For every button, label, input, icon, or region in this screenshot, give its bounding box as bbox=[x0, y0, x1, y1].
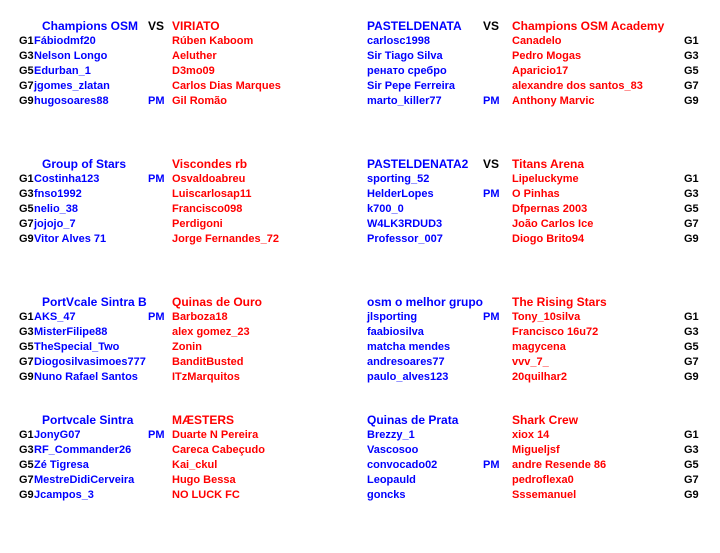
home-team-name: osm o melhor grupo bbox=[367, 295, 484, 309]
game-label: G3 bbox=[684, 188, 699, 200]
game-label: G5 bbox=[684, 459, 699, 471]
away-team-name: Quinas de Ouro bbox=[172, 295, 263, 309]
pm-badge bbox=[148, 458, 172, 473]
away-player-name: Tony_10silva bbox=[512, 311, 581, 323]
home-player-name: Nuno Rafael Santos bbox=[34, 371, 138, 383]
player-row bbox=[19, 79, 354, 94]
home-player-name: hugosoares88 bbox=[34, 95, 109, 107]
pm-badge bbox=[483, 49, 512, 64]
game-label: G5 bbox=[19, 203, 34, 215]
pm-badge bbox=[148, 370, 172, 385]
pm-badge bbox=[148, 340, 172, 355]
game-label: G9 bbox=[19, 233, 34, 245]
home-player-name: RF_Commander26 bbox=[34, 444, 132, 456]
pm-badge bbox=[148, 34, 172, 49]
match-block bbox=[367, 19, 707, 109]
away-team-name: Shark Crew bbox=[512, 413, 579, 427]
pm-badge bbox=[483, 217, 512, 232]
pm-badge bbox=[148, 443, 172, 458]
away-player-name: Aeluther bbox=[172, 50, 217, 62]
pm-badge bbox=[483, 325, 512, 340]
away-player-name: Gil Romão bbox=[172, 95, 228, 107]
home-player-name: Edurban_1 bbox=[34, 65, 91, 77]
game-label: G7 bbox=[19, 218, 34, 230]
away-player-name: xiox 14 bbox=[512, 429, 550, 441]
player-row bbox=[19, 458, 354, 473]
player-row bbox=[19, 443, 354, 458]
pm-badge bbox=[483, 232, 512, 247]
player-row bbox=[19, 232, 354, 247]
player-row bbox=[367, 49, 707, 64]
away-player-name: BanditBusted bbox=[172, 356, 244, 368]
home-player-name: Jcampos_3 bbox=[34, 489, 94, 501]
away-player-name: vvv_7_ bbox=[512, 356, 549, 368]
player-row bbox=[367, 94, 707, 109]
away-player-name: Barboza18 bbox=[172, 311, 228, 323]
player-row bbox=[19, 428, 354, 443]
home-player-name: Brezzy_1 bbox=[367, 429, 415, 441]
pm-badge: PM bbox=[483, 188, 500, 200]
match-header bbox=[19, 157, 354, 172]
game-label: G1 bbox=[684, 311, 699, 323]
game-label: G9 bbox=[684, 233, 699, 245]
away-player-name: Rúben Kaboom bbox=[172, 35, 254, 47]
away-player-name: Luiscarlosap11 bbox=[172, 188, 252, 200]
away-player-name: O Pinhas bbox=[512, 188, 560, 200]
home-player-name: Costinha123 bbox=[34, 173, 100, 185]
away-player-name: Dfpernas 2003 bbox=[512, 203, 588, 215]
player-row bbox=[367, 355, 707, 370]
home-player-name: Zé Tigresa bbox=[34, 459, 89, 471]
match-block bbox=[19, 157, 354, 247]
pm-badge: PM bbox=[148, 429, 165, 441]
home-player-name: MestreDidiCerveira bbox=[34, 474, 135, 486]
home-player-name: ренато сребро bbox=[367, 65, 447, 77]
pm-badge: PM bbox=[148, 95, 165, 107]
pm-badge bbox=[148, 473, 172, 488]
game-label: G7 bbox=[684, 80, 699, 92]
pm-badge bbox=[148, 217, 172, 232]
away-player-name: Migueljsf bbox=[512, 444, 560, 456]
pm-badge bbox=[148, 64, 172, 79]
pm-badge bbox=[483, 340, 512, 355]
home-team-name: Group of Stars bbox=[42, 157, 127, 171]
game-label-spacer bbox=[680, 295, 707, 310]
home-player-name: carlosc1998 bbox=[367, 35, 430, 47]
player-row bbox=[19, 310, 354, 325]
match-header bbox=[367, 19, 707, 34]
home-player-name: marto_killer77 bbox=[367, 95, 442, 107]
pm-badge bbox=[483, 355, 512, 370]
away-player-name: Zonin bbox=[172, 341, 202, 353]
game-label: G3 bbox=[684, 444, 699, 456]
vs-label: VS bbox=[148, 19, 165, 33]
pm-badge bbox=[148, 187, 172, 202]
game-label: G5 bbox=[19, 65, 34, 77]
away-player-name: Francisco098 bbox=[172, 203, 243, 215]
home-player-name: k700_0 bbox=[367, 203, 404, 215]
vs-label bbox=[148, 295, 172, 310]
player-row bbox=[19, 473, 354, 488]
home-player-name: jojojo_7 bbox=[34, 218, 76, 230]
match-block bbox=[367, 295, 707, 385]
home-player-name: Leopauld bbox=[367, 474, 416, 486]
home-team-name: PASTELDENATA2 bbox=[367, 157, 469, 171]
pm-badge bbox=[148, 355, 172, 370]
player-row bbox=[19, 217, 354, 232]
away-player-name: Jorge Fernandes_72 bbox=[172, 233, 279, 245]
home-player-name: Professor_007 bbox=[367, 233, 443, 245]
home-player-name: nelio_38 bbox=[34, 203, 79, 215]
away-team-name: Champions OSM Academy bbox=[512, 19, 665, 33]
home-player-name: Vascosoo bbox=[367, 444, 419, 456]
pm-badge bbox=[483, 79, 512, 94]
game-label: G5 bbox=[684, 65, 699, 77]
vs-label: VS bbox=[483, 157, 500, 171]
pm-badge bbox=[148, 488, 172, 503]
home-player-name: Vitor Alves 71 bbox=[34, 233, 107, 245]
away-team-name: The Rising Stars bbox=[512, 295, 607, 309]
match-header bbox=[19, 413, 354, 428]
away-player-name: Kai_ckul bbox=[172, 459, 218, 471]
game-label: G3 bbox=[19, 326, 34, 338]
player-row bbox=[19, 34, 354, 49]
away-team-name: Viscondes rb bbox=[172, 157, 248, 171]
vs-label: VS bbox=[483, 19, 500, 33]
player-row bbox=[367, 325, 707, 340]
pm-badge: PM bbox=[483, 311, 500, 323]
home-player-name: W4LK3RDUD3 bbox=[367, 218, 443, 230]
away-team-name: MÆSTERS bbox=[172, 413, 235, 427]
pm-badge bbox=[483, 473, 512, 488]
home-team-name: Portvcale Sintra bbox=[42, 413, 134, 427]
game-label: G7 bbox=[19, 356, 34, 368]
away-player-name: Sssemanuel bbox=[512, 489, 577, 501]
home-player-name: faabiosilva bbox=[367, 326, 424, 338]
game-label-spacer bbox=[19, 413, 34, 428]
away-player-name: Hugo Bessa bbox=[172, 474, 236, 486]
away-player-name: Perdigoni bbox=[172, 218, 223, 230]
game-label: G7 bbox=[684, 474, 699, 486]
home-player-name: jgomes_zlatan bbox=[34, 80, 110, 92]
game-label: G5 bbox=[19, 459, 34, 471]
game-label: G5 bbox=[684, 341, 699, 353]
home-player-name: AKS_47 bbox=[34, 311, 76, 323]
away-player-name: Lipeluckyme bbox=[512, 173, 579, 185]
pm-badge bbox=[483, 488, 512, 503]
home-player-name: HelderLopes bbox=[367, 188, 434, 200]
player-row bbox=[19, 370, 354, 385]
player-row bbox=[19, 94, 354, 109]
away-player-name: Osvaldoabreu bbox=[172, 173, 246, 185]
vs-label bbox=[148, 157, 172, 172]
match-block bbox=[19, 413, 354, 503]
vs-label bbox=[483, 295, 512, 310]
game-label: G1 bbox=[19, 173, 34, 185]
game-label: G3 bbox=[684, 326, 699, 338]
player-row bbox=[19, 488, 354, 503]
game-label: G5 bbox=[684, 203, 699, 215]
home-player-name: Fábiodmf20 bbox=[34, 35, 96, 47]
home-team-name: PASTELDENATA bbox=[367, 19, 462, 33]
game-label: G1 bbox=[684, 429, 699, 441]
home-player-name: goncks bbox=[367, 489, 406, 501]
match-block bbox=[367, 157, 707, 247]
player-row bbox=[367, 443, 707, 458]
player-row bbox=[367, 458, 707, 473]
player-row bbox=[367, 34, 707, 49]
player-row bbox=[367, 488, 707, 503]
away-player-name: Diogo Brito94 bbox=[512, 233, 585, 245]
pm-badge: PM bbox=[148, 173, 165, 185]
game-label: G9 bbox=[684, 95, 699, 107]
player-row bbox=[19, 355, 354, 370]
away-team-name: VIRIATO bbox=[172, 19, 220, 33]
game-label: G7 bbox=[684, 356, 699, 368]
player-row bbox=[367, 79, 707, 94]
away-player-name: Duarte N Pereira bbox=[172, 429, 259, 441]
pm-badge: PM bbox=[148, 311, 165, 323]
player-row bbox=[19, 202, 354, 217]
game-label: G9 bbox=[684, 489, 699, 501]
player-row bbox=[367, 217, 707, 232]
home-player-name: sporting_52 bbox=[367, 173, 430, 185]
pm-badge: PM bbox=[483, 95, 500, 107]
home-player-name: MisterFilipe88 bbox=[34, 326, 108, 338]
pm-badge bbox=[483, 172, 512, 187]
away-player-name: Pedro Mogas bbox=[512, 50, 582, 62]
home-player-name: Diogosilvasimoes777 bbox=[34, 356, 146, 368]
game-label: G1 bbox=[19, 35, 34, 47]
pm-badge bbox=[483, 34, 512, 49]
home-player-name: fnso1992 bbox=[34, 188, 82, 200]
pm-badge bbox=[483, 202, 512, 217]
pm-badge bbox=[148, 325, 172, 340]
player-row bbox=[19, 187, 354, 202]
game-label: G7 bbox=[684, 218, 699, 230]
match-header bbox=[367, 295, 707, 310]
away-player-name: pedroflexa0 bbox=[512, 474, 574, 486]
home-player-name: paulo_alves123 bbox=[367, 371, 449, 383]
game-label-spacer bbox=[680, 157, 707, 172]
game-label: G7 bbox=[19, 474, 34, 486]
game-label: G3 bbox=[19, 188, 34, 200]
pm-badge bbox=[148, 232, 172, 247]
match-block bbox=[19, 295, 354, 385]
player-row bbox=[19, 340, 354, 355]
player-row bbox=[19, 49, 354, 64]
match-header bbox=[19, 19, 354, 34]
away-player-name: magycena bbox=[512, 341, 566, 353]
vs-label bbox=[148, 413, 172, 428]
player-row bbox=[367, 187, 707, 202]
match-block bbox=[19, 19, 354, 109]
game-label: G9 bbox=[19, 489, 34, 501]
pm-badge bbox=[148, 202, 172, 217]
away-player-name: Aparicio17 bbox=[512, 65, 569, 77]
player-row bbox=[367, 232, 707, 247]
pm-badge bbox=[148, 79, 172, 94]
home-player-name: Sir Tiago Silva bbox=[367, 50, 443, 62]
home-player-name: Sir Pepe Ferreira bbox=[367, 80, 456, 92]
game-label: G1 bbox=[19, 311, 34, 323]
match-header bbox=[19, 295, 354, 310]
home-player-name: matcha mendes bbox=[367, 341, 451, 353]
away-player-name: Francisco 16u72 bbox=[512, 326, 599, 338]
match-header bbox=[367, 413, 707, 428]
game-label: G9 bbox=[19, 371, 34, 383]
game-label: G1 bbox=[19, 429, 34, 441]
player-row bbox=[367, 310, 707, 325]
player-row bbox=[19, 64, 354, 79]
away-player-name: João Carlos Ice bbox=[512, 218, 594, 230]
player-row bbox=[19, 325, 354, 340]
game-label: G5 bbox=[19, 341, 34, 353]
away-player-name: Carlos Dias Marques bbox=[172, 80, 281, 92]
player-row bbox=[367, 202, 707, 217]
game-label-spacer bbox=[680, 413, 707, 428]
away-player-name: alex gomez_23 bbox=[172, 326, 250, 338]
away-player-name: alexandre dos santos_83 bbox=[512, 80, 643, 92]
away-player-name: Careca Cabeçudo bbox=[172, 444, 265, 456]
pm-badge bbox=[148, 49, 172, 64]
game-label: G7 bbox=[19, 80, 34, 92]
pm-badge bbox=[483, 370, 512, 385]
game-label: G1 bbox=[684, 173, 699, 185]
pm-badge bbox=[483, 443, 512, 458]
away-team-name: Titans Arena bbox=[512, 157, 585, 171]
game-label: G9 bbox=[19, 95, 34, 107]
game-label-spacer bbox=[19, 295, 34, 310]
away-player-name: 20quilhar2 bbox=[512, 371, 568, 383]
game-label: G3 bbox=[19, 50, 34, 62]
match-block bbox=[367, 413, 707, 503]
game-label-spacer bbox=[19, 157, 34, 172]
away-player-name: Anthony Marvic bbox=[512, 95, 595, 107]
pm-badge: PM bbox=[483, 459, 500, 471]
away-player-name: andre Resende 86 bbox=[512, 459, 607, 471]
home-team-name: PortVcale Sintra B bbox=[42, 295, 147, 309]
match-header bbox=[367, 157, 707, 172]
home-player-name: andresoares77 bbox=[367, 356, 445, 368]
away-player-name: ITzMarquitos bbox=[172, 371, 240, 383]
vs-label bbox=[483, 413, 512, 428]
game-label: G3 bbox=[19, 444, 34, 456]
player-row bbox=[19, 172, 354, 187]
home-player-name: jlsporting bbox=[367, 311, 418, 323]
home-player-name: convocado02 bbox=[367, 459, 438, 471]
home-player-name: Nelson Longo bbox=[34, 50, 108, 62]
player-row bbox=[367, 473, 707, 488]
home-player-name: JonyG07 bbox=[34, 429, 81, 441]
game-label-spacer bbox=[19, 19, 34, 34]
player-row bbox=[367, 64, 707, 79]
player-row bbox=[367, 370, 707, 385]
game-label: G1 bbox=[684, 35, 699, 47]
player-row bbox=[367, 340, 707, 355]
away-player-name: Canadelo bbox=[512, 35, 562, 47]
home-team-name: Champions OSM bbox=[42, 19, 139, 33]
pm-badge bbox=[483, 64, 512, 79]
game-label: G3 bbox=[684, 50, 699, 62]
player-row bbox=[367, 172, 707, 187]
game-label-spacer bbox=[680, 19, 707, 34]
pm-badge bbox=[483, 428, 512, 443]
home-team-name: Quinas de Prata bbox=[367, 413, 459, 427]
player-row bbox=[367, 428, 707, 443]
home-player-name: TheSpecial_Two bbox=[34, 341, 120, 353]
away-player-name: D3mo09 bbox=[172, 65, 215, 77]
away-player-name: NO LUCK FC bbox=[172, 489, 240, 501]
game-label: G9 bbox=[684, 371, 699, 383]
